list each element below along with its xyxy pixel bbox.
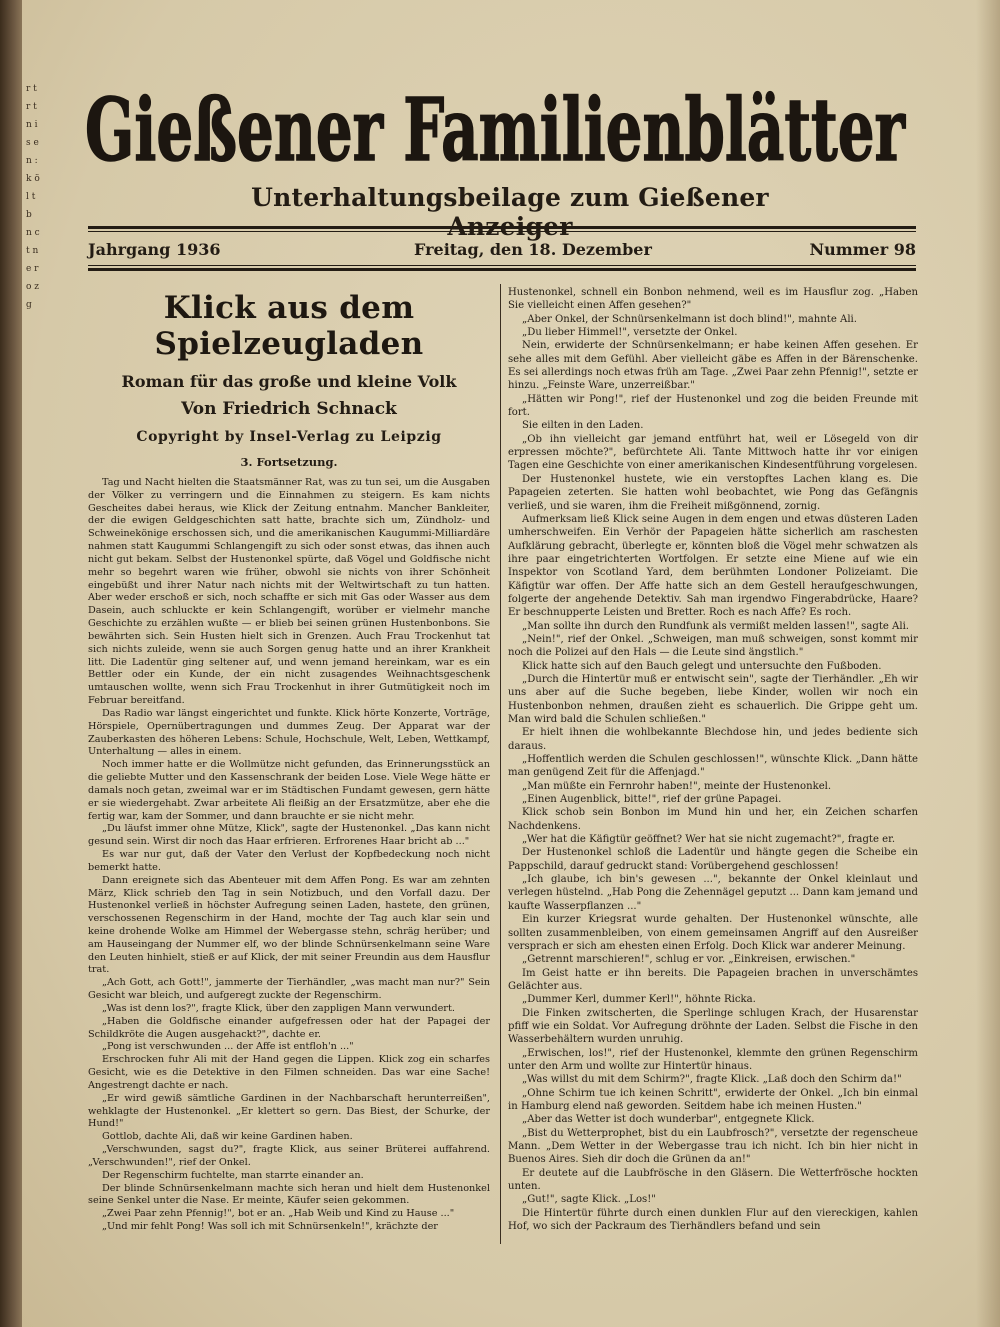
paragraph: „Was willst du mit dem Schirm?", fragte Klick. „Laß doch den Schirm da!" <box>522 1074 902 1086</box>
paragraph: „Ohne Schirm tue ich keinen Schritt", erwiderte der Onkel. „Ich bin einmal in Hamburg elend naß geworden. Seitdem habe ich meinen Husten." <box>508 1087 918 1112</box>
page-edge-shadow <box>976 0 1000 1327</box>
paragraph: Es war nur gut, daß der Vater den Verlust der Kopfbedeckung noch nicht bemerkt hatte. <box>88 849 490 873</box>
masthead-subtitle: Unterhaltungsbeilage zum Gießener <box>251 183 769 212</box>
issue-year: Jahrgang 1936 <box>88 240 221 259</box>
paragraph: Der Regenschirm fuchtelte, man starrte einander an. <box>102 1169 364 1181</box>
masthead-title: Gießener Familienblätter <box>85 80 907 181</box>
book-binding <box>0 0 22 1327</box>
paragraph: „Getrennt marschieren!", schlug er vor. „Einkreisen, erwischen." <box>522 954 856 966</box>
paragraph: „Ich glaube, ich bin's gewesen ...", bekannte der Onkel kleinlaut und verlegen hüstelnd. „Hab Pong die Zehennägel geputzt ... Dann kam jemand und kaufte Wasserpflanzen ..." <box>508 874 918 912</box>
paragraph: Gottlob, dachte Ali, daß wir keine Gardinen haben. <box>102 1131 353 1143</box>
paragraph: Klick schob sein Bonbon im Mund hin und her, ein Zeichen scharfen Nachdenkens. <box>508 807 918 832</box>
paragraph: Im Geist hatte er ihn bereits. Die Papageien brachen in unverschämtes Gelächter aus. <box>508 967 918 992</box>
paragraph: Er deutete auf die Laubfrösche in den Gläsern. Die Wetterfrösche hockten unten. <box>508 1167 918 1193</box>
paragraph: „Was ist denn los?", fragte Klick, über den zappligen Mann verwundert. <box>102 1002 455 1014</box>
paragraph: „Ob ihn vielleicht gar jemand entführt hat, weil er Lösegeld von dir erpressen möchte?", befürchtete Ali. Tante Mittwoch hatte ihr vor einigen Tagen eine Geschichte von einer amerikanischen Kindesentführung vorgelesen. <box>508 433 918 472</box>
masthead <box>62 68 928 188</box>
paragraph: Das Radio war längst eingerichtet und funkte. Klick hörte Konzerte, Vorträge, Hörspiele, Opernübertragungen und dummes Zeug. Der Apparat war der Zauberkasten des höheren Lebens: Schule, Hochschule, Welt, Leben, Wettkampf, Unterhaltung — alles in einem. <box>88 707 490 758</box>
paragraph: Er hielt ihnen die wohlbekannte Blechdose hin, und jedes bediente sich daraus. <box>508 727 918 752</box>
paragraph: Der Hustenonkel hustete, wie ein verstopftes Lachen klang es. Die Papageien zeterten. Sie hatten wohl beobachtet, wie Pong das Gefängnis verließ, und sie waren, ihm die Freiheit mißgönnend, zornig. <box>508 473 918 512</box>
article-installment: 3. Fortsetzung. <box>240 455 338 469</box>
paragraph: „Ach Gott, ach Gott!", jammerte der Tierhändler, „was macht man nur?" Sein Gesicht war bleich, und aufgeregt zuckte der Regenschirm. <box>88 977 490 1002</box>
paragraph: „Und mir fehlt Pong! Was soll ich mit Schnürsenkeln!", krächzte der <box>102 1221 438 1233</box>
article-column-2 <box>508 286 918 1233</box>
header-rule-bottom-thin <box>88 265 916 266</box>
paragraph: „Hoffentlich werden die Schulen geschlossen!", wünschte Klick. „Dann hätte man genügend Zeit für die Affenjagd." <box>508 754 918 779</box>
paragraph: „Du läufst immer ohne Mütze, Klick", sagte der Hustenonkel. „Das kann nicht gesund sein. Wirst dir noch das Haar erfrieren. Erfrorenes Haar bricht ab ..." <box>88 823 490 848</box>
paragraph: „Bist du Wetterprophet, bist du ein Laubfrosch?", versetzte der regenscheue Mann. „Dem Wetter in der Webergasse trau ich nicht. Ich bin hier nicht in Buenos Aires. Sieh dir doch die Grünen da an!" <box>508 1127 918 1166</box>
header-rule-bottom-thick <box>88 268 916 271</box>
paragraph: „Einen Augenblick, bitte!", rief der grüne Papagei. <box>522 794 782 806</box>
paragraph: Dann ereignete sich das Abenteuer mit dem Affen Pong. Es war am zehnten März, Klick schrieb den Tag in sein Notizbuch, und den Vorfall dazu. Der Hustenonkel verließ in höchster Aufregung seinen Laden, hastete, den grünen, verschossenen Regenschirm in der Hand, mochte der Tag auch klar sein und keine drohende Wolke am Himmel der Webergasse stehn, schräg herüber; und am Hauseingang der Nummer elf, wo der blinde Schnürsenkelmann seine Ware den Leuten hinhielt, stieß er auf Klick, der mit seiner Freundin aus dem Hausflur trat. <box>88 874 490 976</box>
issue-info-line <box>88 240 916 262</box>
paragraph: Nein, erwiderte der Schnürsenkelmann; er habe keinen Affen gesehen. Er sehe alles mit dem Gefühl. Aber vielleicht gäbe es Affen in der Bärenschenke. Es sei allerdings noch etwas früh am Tage. „Zwei Paar zehn Pfennig!", setzte er hinzu. „Feinste Ware, unzerreißbar." <box>508 340 918 392</box>
paragraph: „Durch die Hintertür muß er entwischt sein", sagte der Tierhändler. „Eh wir uns aber auf die Suche begeben, liebe Kinder, wollen wir noch ein Hustenbonbon nehmen, draußen zieht es schauerlich. Die Grippe geht um. Man wird bald die Schulen schließen." <box>508 673 918 725</box>
paragraph: „Nein!", rief der Onkel. „Schweigen, man muß schweigen, sonst kommt mir noch die Polizei auf den Hals — die Leute sind ängstlich." <box>508 633 918 659</box>
paragraph: „Zwei Paar zehn Pfennig!", bot er an. „Hab Weib und Kind zu Hause ..." <box>102 1208 455 1220</box>
issue-date: Freitag, den 18. Dezember <box>414 240 652 259</box>
paragraph: Sie eilten in den Laden. <box>522 420 644 432</box>
article-subtitle: Roman für das große und kleine Volk <box>121 372 457 391</box>
paragraph: „Gut!", sagte Klick. „Los!" <box>522 1194 656 1206</box>
paragraph: „Haben die Goldfische einander aufgefressen oder hat der Papagei der Schildkröte die Augen ausgehackt?", dachte er. <box>88 1015 490 1040</box>
paragraph: „Erwischen, los!", rief der Hustenonkel, klemmte den grünen Regenschirm unter den Arm und wollte zur Hintertür hinaus. <box>508 1047 918 1072</box>
paragraph: Der Hustenonkel schloß die Ladentür und hängte gegen die Scheibe ein Pappschild, darauf gedruckt stand: Vorübergehend geschlossen! <box>508 847 918 872</box>
paragraph: Noch immer hatte er die Wollmütze nicht gefunden, das Erinnerungsstück an die geliebte Mutter und den Kassenschrank der beiden Lose. Viele Wege hätte er damals noch getan, zweimal war er im Städtischen Fundamt gewesen, gern hätte er sie wiedergehabt. Zwar arbeitete Ali fleißig an der Ersatzmütze, aber ehe die fertig war, kam der Sommer, und dann brauchte er sie nicht mehr. <box>88 759 490 822</box>
paragraph: „Dummer Kerl, dummer Kerl!", höhnte Ricka. <box>522 994 756 1006</box>
article-column-1 <box>88 290 490 1234</box>
paragraph: „Aber Onkel, der Schnürsenkelmann ist doch blind!", mahnte Ali. <box>522 313 857 325</box>
issue-number: Nummer 98 <box>809 240 916 259</box>
paragraph: Erschrocken fuhr Ali mit der Hand gegen die Lippen. Klick zog ein scharfes Gesicht, wie es die Detektive in den Filmen schneiden. Das war eine Sache! Angestrengt dachte er nach. <box>88 1054 490 1091</box>
article-body-column-1 <box>88 477 490 1234</box>
header-rule-top-thin <box>88 231 916 232</box>
paragraph: Hustenonkel, schnell ein Bonbon nehmend, weil es im Hausflur zog. „Haben Sie vielleicht einen Affen gesehen?" <box>508 287 918 312</box>
masthead-title-svg <box>62 68 928 188</box>
paragraph: „Man sollte ihn durch den Rundfunk als vermißt melden lassen!", sagte Ali. <box>522 620 910 632</box>
paragraph: Die Finken zwitscherten, die Sperlinge schlugen Krach, der Husarenstar pfiff wie ein Soldat. Vor Aufregung dröhnte der Laden. Selbst die Fische in den Wasserbehältern wurden unruhig. <box>508 1007 918 1046</box>
paragraph: „Aber das Wetter ist doch wunderbar", entgegnete Klick. <box>522 1114 815 1126</box>
paragraph: „Man müßte ein Fernrohr haben!", meinte der Hustenonkel. <box>522 780 832 792</box>
article-copyright: Copyright by Insel-Verlag zu Leipzig <box>136 429 442 445</box>
paragraph: Der blinde Schnürsenkelmann machte sich heran und hielt dem Hustenonkel seine Senkel unter die Nase. Er meinte, Käufer seien gekommen. <box>88 1182 490 1207</box>
newspaper-page <box>22 0 1000 1327</box>
paragraph: „Wer hat die Käfigtür geöffnet? Wer hat sie nicht zugemacht?", fragte er. <box>522 834 896 846</box>
paragraph: Aufmerksam ließ Klick seine Augen in dem engen und etwas düsteren Laden umherschweifen. Ein Verhör der Papageien hätte sicherlich am raschesten Aufklärung gebracht, überlegte er, könnten bloß die Vögel mehr schwatzen als ihre paar eingetrichterten Wortfolgen. Er setzte eine Miene auf wie ein Inspektor von Scotland Yard, dem berühmten Londoner Polizeiamt. Die Käfigtür war offen. Der Affe hatte sich an dem Gestell heraufgeschwungen, folgerte der angehende Detektiv. Sah man irgendwo Fingerabdrücke, Haare? Er beschnupperte Leisten und Bretter. Roch es nach Affe? Es roch. <box>508 513 918 619</box>
column-divider <box>500 284 501 1244</box>
paragraph: „Pong ist verschwunden ... der Affe ist entfloh'n ..." <box>102 1041 354 1053</box>
article-body-column-2 <box>508 286 918 1233</box>
paragraph: Tag und Nacht hielten die Staatsmänner Rat, was zu tun sei, um die Ausgaben der Völker zu verringern und die Einnahmen zu steigern. Es kam nichts Gescheites dabei heraus, wie Klick der Zeitung entnahm. Mancher Bankleiter, der die ewigen Geldgeschichten satt hatte, brachte sich um, Zündholz- und Schweinekönige erschossen sich, und die amerikanischen Kaugummi-Milliardäre nahmen statt Kaugummi Schlangengift zu sich oder sonst etwas, das ihnen auch nicht gut bekam. Selbst der Hustenonkel spürte, daß Vögel und Goldfische nicht mehr so begehrt waren wie früher, obwohl sie nichts von ihrer Schönheit eingebüßt und ihrer Natur nach nichts mit der Weltwirtschaft zu tun hatten. Aber weder erschoß er sich, noch schaffte er sich mit Gas oder Wasser aus dem Dasein, auch schluckte er kein Schlangengift, worüber er vielmehr manche Geschichte zu erzählen wußte — er blieb bei seinen grünen Hustenbonbons. Sie bewährten sich. Sein Husten hielt sich in Grenzen. Auch Frau Trockenhut tat sich nichts zuleide, wenn sie auch Sorgen genug hatte und an ihrer Krankheit litt. Die Ladentür ging seltener auf, und wenn jemand hereinkam, war es ein Bettler oder ein Kunde, der ein nicht zusagendes Weihnachtsgeschenk umtauschen wollte, wenn sich Frau Trockenhut in ihrer Gutmütigkeit noch im Februar bereitfand. <box>88 477 490 707</box>
paragraph: Die Hintertür führte durch einen dunklen Flur auf den viereckigen, kahlen Hof, wo sich der Packraum des Tierhändlers befand und sein <box>508 1207 918 1233</box>
gutter-text-fragments: r t r t n i s e n : k ö l t b n c t n e r o z g <box>26 84 40 310</box>
paragraph: „Du lieber Himmel!", versetzte der Onkel. <box>522 327 738 339</box>
paragraph: „Hätten wir Pong!", rief der Hustenonkel und zog die beiden Freunde mit fort. <box>508 393 918 419</box>
paragraph: „Verschwunden, sagst du?", fragte Klick, aus seiner Brüterei auffahrend. „Verschwunden!", rief der Onkel. <box>88 1144 490 1168</box>
header-rule-top-thick <box>88 226 916 229</box>
paragraph: Klick hatte sich auf den Bauch gelegt und untersuchte den Fußboden. <box>522 660 882 672</box>
paragraph: „Er wird gewiß sämtliche Gardinen in der Nachbarschaft herunterreißen", wehklagte der Hustenonkel. „Er klettert so gern. Das Biest, der Schurke, der Hund!" <box>88 1092 490 1130</box>
paragraph: Ein kurzer Kriegsrat wurde gehalten. Der Hustenonkel wünschte, alle sollten zusammenbleiben, von einem gemeinsamen Angriff auf den Ausreißer versprach er sich am ehesten einen Erfolg. Doch Klick war anderer Meinung. <box>508 914 918 952</box>
article-title: Klick aus dem Spielzeugladen <box>154 290 424 362</box>
article-author: Von Friedrich Schnack <box>181 399 397 419</box>
